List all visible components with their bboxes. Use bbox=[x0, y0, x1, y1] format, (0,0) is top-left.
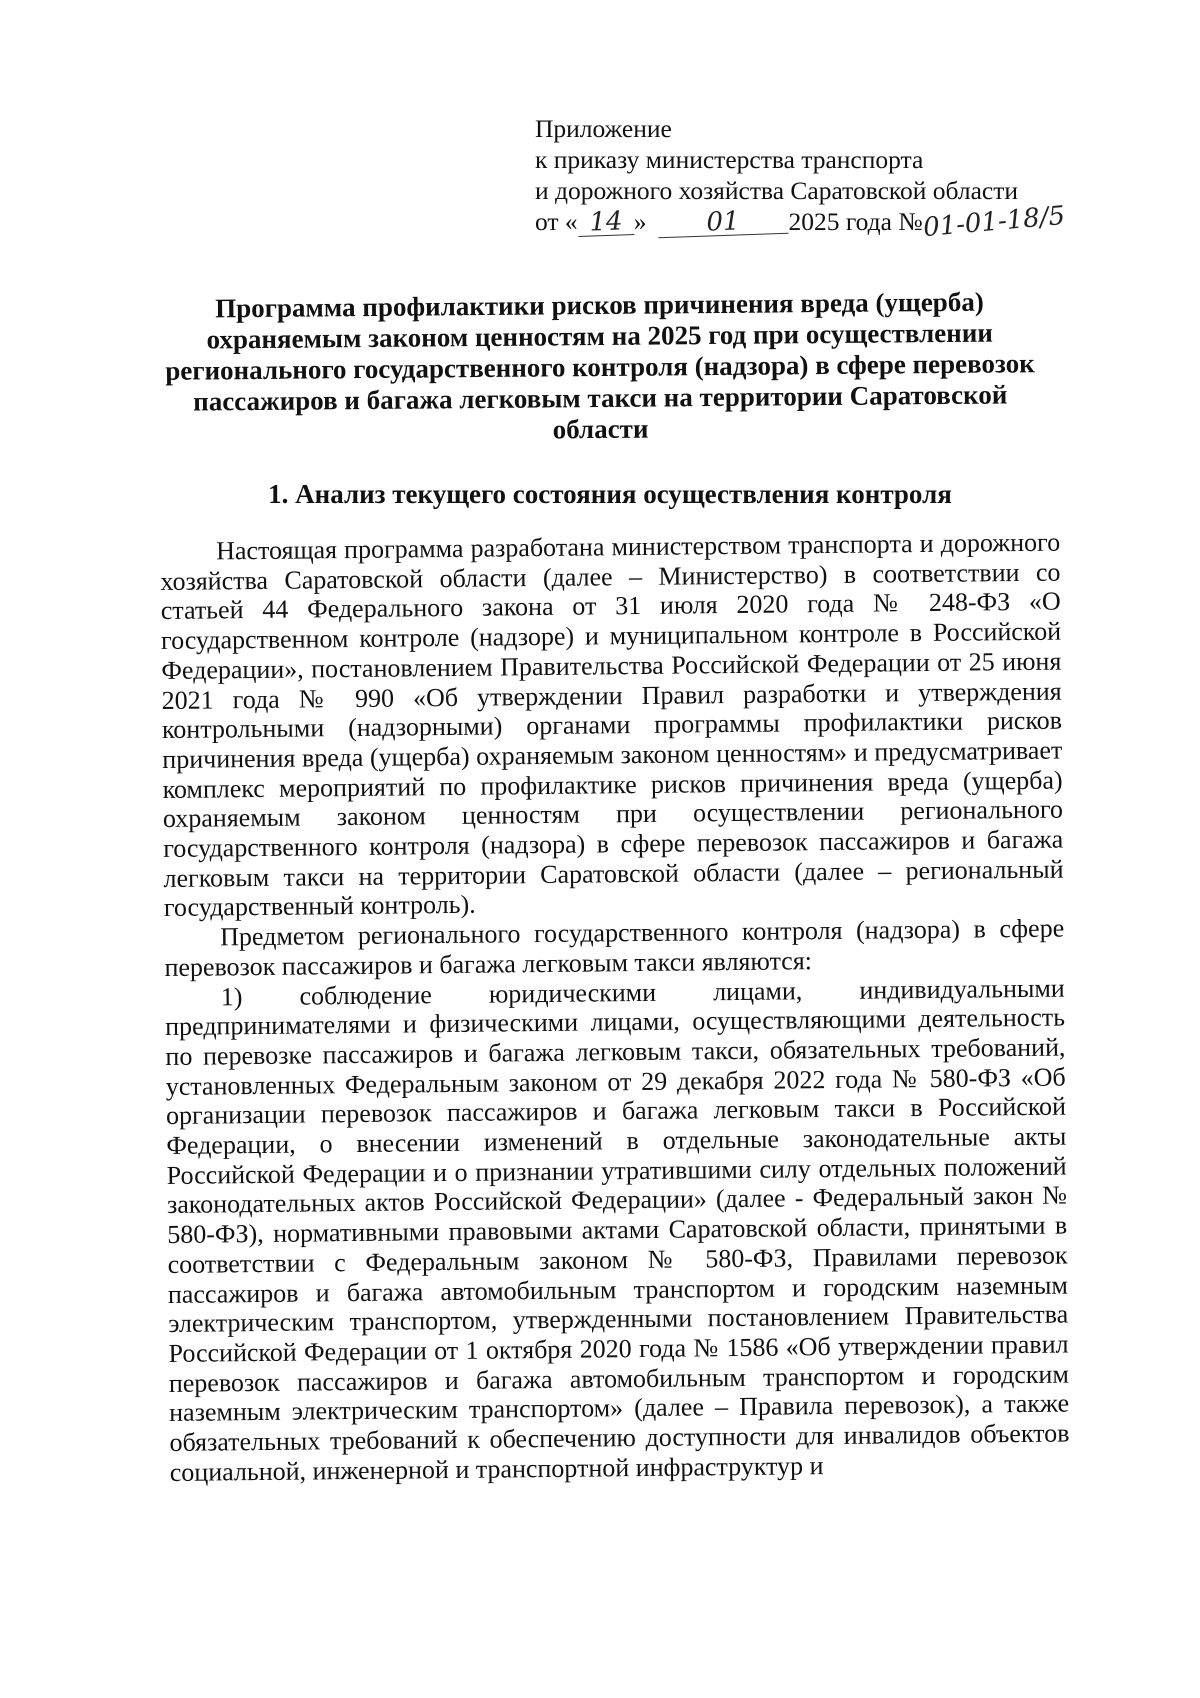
paragraph-intro: Настоящая программа разработана министерством транспорта и дорожного хозяйства Саратовской области (далее – Министерство) в соответствии со статьей 44 Федерального закона от 31 июля 2020 года № 248-ФЗ «О государственном контроле (надзоре) и муниципальном контроле в Российской Федерации», постановлением Правительства Российской Федерации от 25 июня 2021 года № 990 «Об утверждении Правил разработки и утверждения контрольными (надзорными) органами программы профилактики рисков причинения вреда (ущерба) охраняемым законом ценностям» и предусматривает комплекс мероприятий по профилактике рисков причинения вреда (ущерба) охраняемым законом ценностям при осуществлении регионального государственного контроля (надзора) в сфере перевозок пассажиров и багажа легковым такси на территории Саратовской области (далее – региональный государственный контроль). bbox=[160, 527, 1064, 923]
paragraph-subject: Предметом регионального государственного контроля (надзора) в сфере перевозок пассажиров и багажа легковым такси являются: bbox=[164, 913, 1065, 982]
date-prefix: от « bbox=[535, 207, 578, 236]
appendix-date-line bbox=[535, 200, 1175, 244]
appendix-order-ref: к приказу министерства транспорта bbox=[535, 145, 924, 174]
appendix-label: Приложение bbox=[535, 114, 672, 143]
handwritten-day: 14 bbox=[577, 208, 634, 237]
handwritten-order-number: 01-01-18/5 bbox=[921, 200, 1066, 244]
date-mid: » bbox=[633, 207, 647, 236]
appendix-block bbox=[535, 113, 1175, 244]
handwritten-month: 01 bbox=[658, 207, 789, 239]
document-body bbox=[160, 528, 1070, 1488]
document-title: Программа профилактики рисков причинения вреда (ущерба) охраняемым законом ценностям на 2025 год при осуществлении регионального государственного контроля (надзора) в сфере перевозок пассажиров и багажа легковым такси на территории Саратовской области bbox=[165, 286, 1035, 445]
paragraph-item-1: 1) соблюдение юридическими лицами, индивидуальными предпринимателями и физическими лицами, осуществляющими деятельность по перевозке пассажиров и багажа легковым такси, обязательных требований, установленных Федеральным законом от 29 декабря 2022 года № 580-ФЗ «Об организации перевозок пассажиров и багажа легковым такси в Российской Федерации, о внесении изменений в отдельные законодательные акты Российской Федерации и о признании утратившими силу отдельных положений законодательных актов Российской Федерации» (далее - Федеральный закон № 580-ФЗ), нормативными правовыми актами Саратовской области, принятыми в соответствии с Федеральным законом № 580-ФЗ, Правилами перевозок пассажиров и багажа автомобильным транспортом и городским наземным электрическим транспортом, утвержденными постановлением Правительства Российской Федерации от 1 октября 2020 года № 1586 «Об утверждении правил перевозок пассажиров и багажа автомобильным транспортом и городским наземным электрическим транспортом» (далее – Правила перевозок), а также обязательных требований к обеспечению доступности для инвалидов объектов социальной, инженерной и транспортной инфраструктур и bbox=[164, 973, 1070, 1487]
date-year: 2025 года № bbox=[788, 207, 923, 236]
section-1-heading: 1. Анализ текущего состояния осуществления контроля bbox=[268, 479, 952, 509]
appendix-ministry: и дорожного хозяйства Саратовской области bbox=[535, 176, 1019, 205]
